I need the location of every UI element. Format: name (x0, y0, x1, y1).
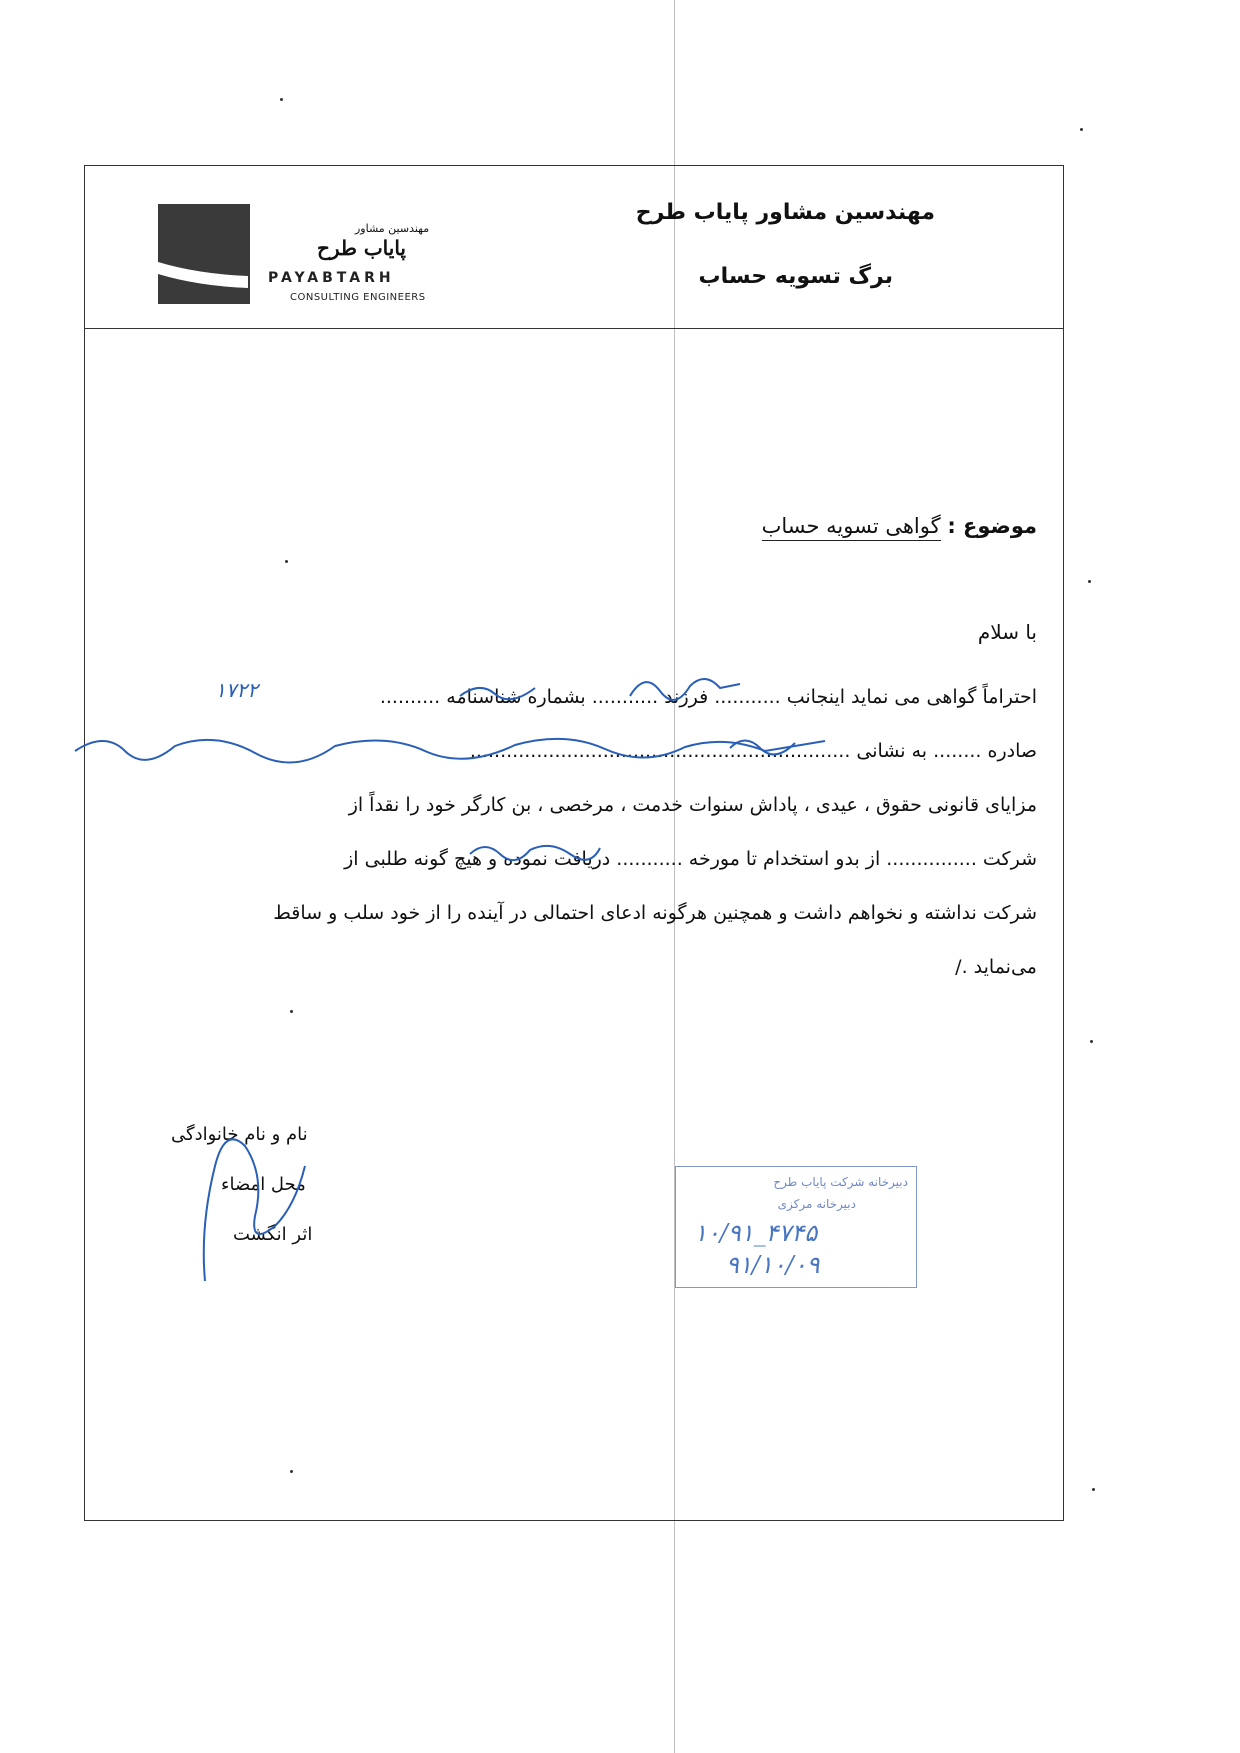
logo-persian-subtitle: مهندسین مشاور (355, 222, 430, 235)
form-title: برگ تسویه حساب (698, 264, 893, 289)
signature-sign-label: محل امضاء (221, 1174, 306, 1195)
scan-speck (1088, 580, 1091, 583)
stamp-org: دبیرخانه شرکت پایاب طرح (773, 1175, 908, 1189)
subject-label: موضوع : (947, 514, 1037, 538)
letterhead (85, 166, 1063, 329)
registration-stamp (675, 1166, 917, 1288)
stamp-office: دبیرخانه مرکزی (777, 1197, 856, 1211)
logo-persian-name: پایاب طرح (317, 236, 406, 260)
scan-speck (1080, 128, 1083, 131)
body-line-6: می‌نماید ./ (955, 956, 1037, 978)
body-line-5: شرکت نداشته و نخواهم داشت و همچنین هرگونه ادعای احتمالی در آینده را از خود سلب و ساقط (273, 902, 1037, 924)
stamp-number: ۱۰/۹۱_۴۷۴۵ (694, 1219, 818, 1247)
body-line-3: مزایای قانونی حقوق ، عیدی ، پاداش سنوات خدمت ، مرخصی ، بن کارگر خود را نقداً از (348, 794, 1037, 816)
scan-speck (280, 98, 283, 101)
subject-line (762, 514, 1037, 538)
company-name: مهندسین مشاور پایاب طرح (635, 200, 935, 225)
signature-fingerprint-label: اثر انگشت (233, 1224, 313, 1245)
body-line-4: شرکت ............... از بدو استخدام تا مورخه ........... دریافت نموده و هیچ گونه طلبی از (344, 848, 1037, 870)
body-line-1: احتراماً گواهی می نماید اینجانب ........... فرزند ........... بشماره شناسنامه .......... (379, 686, 1037, 708)
logo-english-name: PAYABTARH (268, 270, 395, 286)
greeting: با سلام (977, 620, 1037, 644)
signature-name-label: نام و نام خانوادگی (171, 1124, 308, 1145)
document-frame (84, 165, 1064, 1521)
scan-speck (1090, 1040, 1093, 1043)
scan-speck (1092, 1488, 1095, 1491)
subject-text: گواهی تسویه حساب (762, 514, 941, 541)
company-logo (158, 204, 250, 304)
handwritten-birth-cert-no: ۱۷۲۲ (215, 678, 258, 702)
logo-english-subtitle: CONSULTING ENGINEERS (290, 292, 426, 303)
stamp-date: ۹۱/۱۰/۰۹ (726, 1251, 820, 1279)
body-line-2: صادره ........ به نشانی ............................................................... (469, 740, 1037, 762)
